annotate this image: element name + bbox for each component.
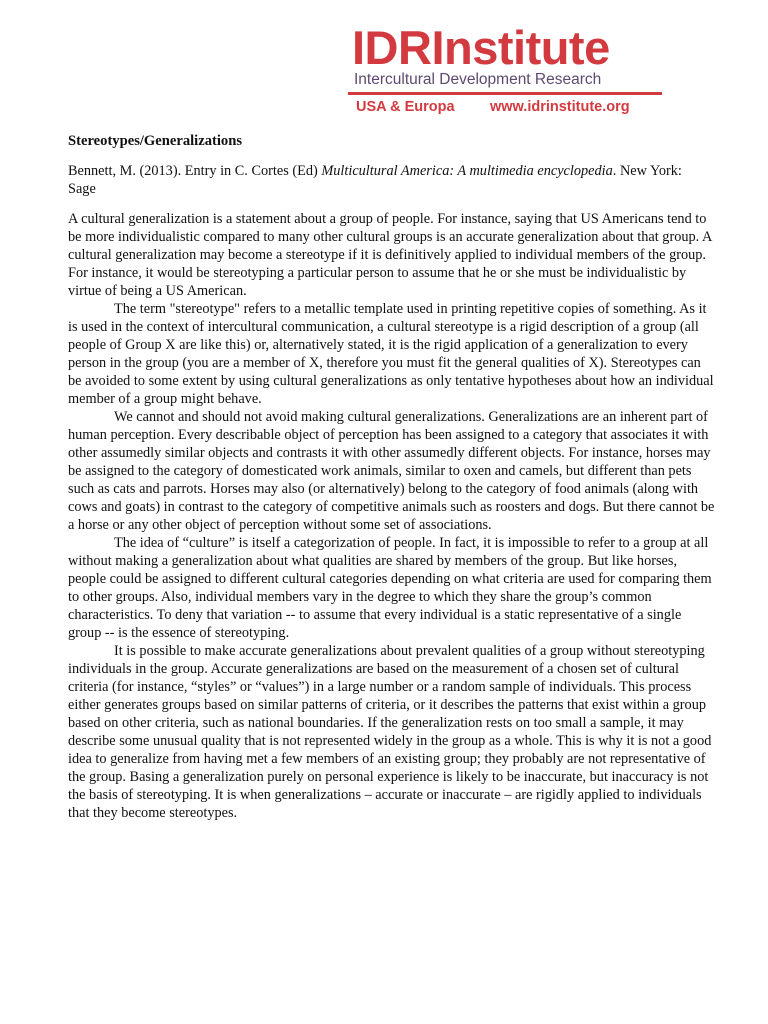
paragraph: It is possible to make accurate generalizations about prevalent qualities of a group without stereotyping individuals in the group. Accurate generalizations are based on the measurement of a chosen set of cultural criteria (for instance, “styles” or “values”) in a large number or a random sample of individuals. This process either generates groups based on similar patterns of criteria, or it describes the patterns that exist within a group based on other criteria, such as national boundaries. If the generalization rests on too small a sample, it may describe some unusual quality that is not represented widely in the group as a whole. This is why it is not a good idea to generalize from having met a few members of an existing group; they probably are not representative of the group. Basing a generalization purely on personal experience is likely to be inaccurate, but inaccuracy is not the basis of stereotyping. It is when generalizations – accurate or inaccurate – are rigidly applied to individuals that they become stereotypes.: [68, 643, 712, 821]
logo-region: USA & Europa: [356, 99, 455, 115]
citation: [68, 162, 708, 198]
body-text: [68, 210, 716, 822]
paragraph: We cannot and should not avoid making cultural generalizations. Generalizations are an inherent part of human perception. Every describable object of perception has been assigned to a category that associates it with other assumedly similar objects and contrasts it with other assumedly different objects. For instance, horses may be assigned to the category of domesticated work animals, similar to oxen and camels, but different than pets such as cats and parrots. Horses may also (or alternatively) belong to the category of food animals (along with cows and goats) in contrast to the category of competitive animals such as roosters and dogs. But there cannot be a horse or any other object of perception without some set of associations.: [68, 409, 715, 533]
logo-url: www.idrinstitute.org: [490, 99, 630, 115]
logo-wordmark-suffix: Institute: [431, 21, 610, 74]
paragraph: A cultural generalization is a statement about a group of people. For instance, saying that US Americans tend to be more individualistic compared to many other cultural groups is an accurate generalization about that group. A cultural generalization may become a stereotype if it is definitively applied to individual members of the group. For instance, it would be stereotyping a particular person to assume that he or she must be individualistic by virtue of being a US American.: [68, 211, 712, 299]
logo-wordmark-prefix: IDR: [352, 21, 432, 74]
citation-title: Multicultural America: A multimedia encyclopedia: [321, 163, 613, 179]
paragraph: The idea of “culture” is itself a categorization of people. In fact, it is impossible to refer to a group at all without making a generalization about what qualities are shared by members of the group. But like horses, people could be assigned to different cultural categories depending on what criteria are used for comparing them to other groups. Also, individual members vary in the degree to which they share the group’s common characteristics. To deny that variation -- to assume that every individual is a static representative of a single group -- is the essence of stereotyping.: [68, 535, 712, 641]
logo-wordmark: [352, 20, 610, 76]
logo-subtitle: Intercultural Development Research: [354, 71, 602, 88]
citation-prefix: Bennett, M. (2013). Entry in C. Cortes (Ed): [68, 163, 322, 179]
logo-divider: [348, 92, 662, 95]
paragraph: The term "stereotype" refers to a metallic template used in printing repetitive copies of something. As it is used in the context of intercultural communication, a cultural stereotype is a rigid description of a group (all people of Group X are like this) or, alternatively stated, it is the rigid application of a generalization to every person in the group (you are a member of X, therefore you must fit the general qualities of X). Stereotypes can be avoided to some extent by using cultural generalizations as only tentative hypotheses about how an individual member of a group might behave.: [68, 301, 714, 407]
document-heading: Stereotypes/Generalizations: [68, 133, 243, 149]
citation-suffix: . New York: Sage: [68, 163, 682, 197]
idr-institute-logo: [348, 20, 668, 115]
